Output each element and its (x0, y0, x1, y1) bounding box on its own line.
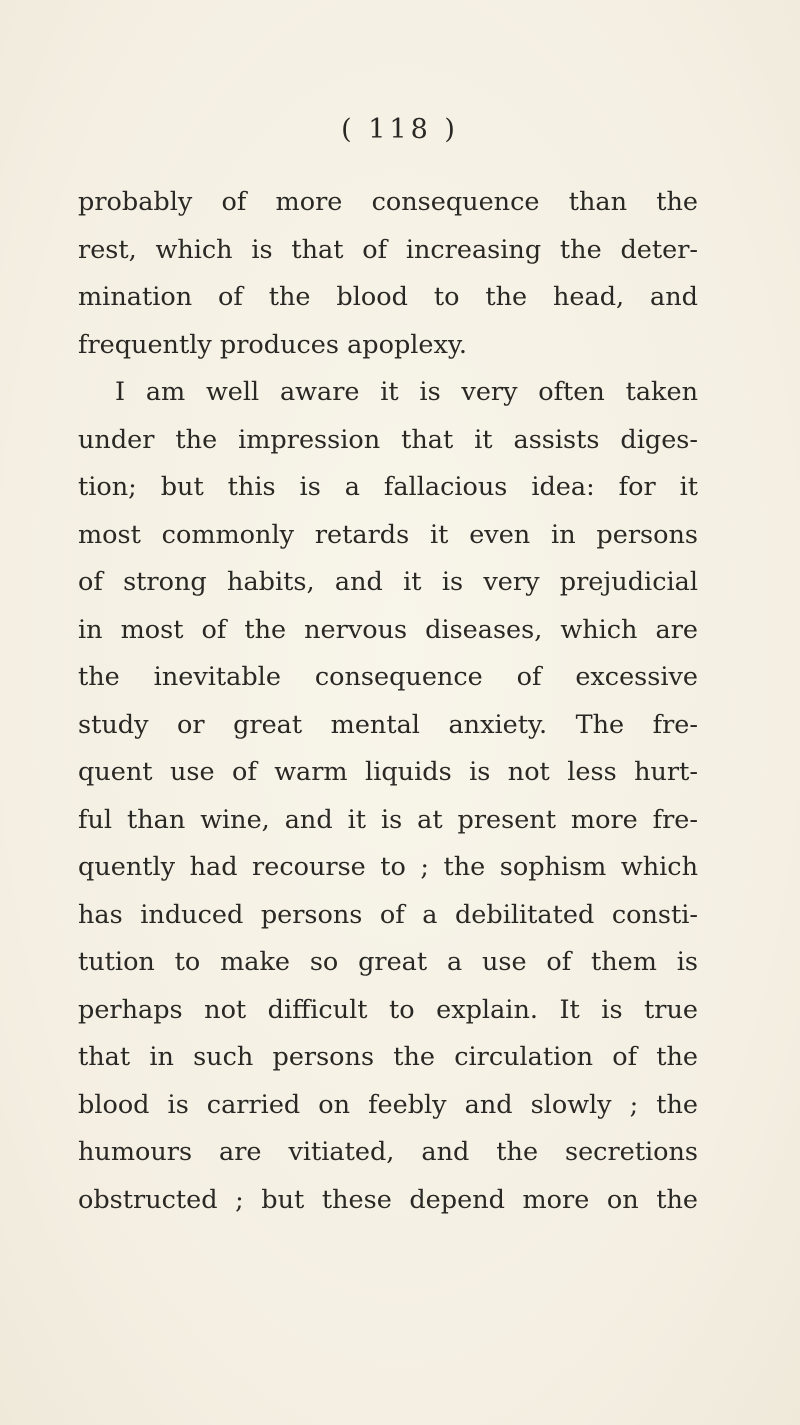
text-line: perhaps not difficult to explain. It is true (78, 994, 698, 1025)
text-line: of strong habits, and it is very prejudicial (78, 567, 698, 597)
text-line: frequently produces apoplexy. (78, 329, 468, 360)
text-line: has induced persons of a debilitated consti- (78, 899, 698, 930)
text-line: tion; but this is a fallacious idea: for it (78, 472, 698, 502)
text-line: in most of the nervous diseases, which are (78, 614, 698, 645)
text-line: under the impression that it assists diges- (78, 424, 698, 455)
text-line: mination of the blood to the head, and (78, 282, 698, 312)
text-line: I am well aware it is very often taken (115, 377, 698, 407)
text-line: the inevitable consequence of excessive (78, 662, 698, 692)
text-line: obstructed ; but these depend more on the (78, 1184, 698, 1215)
text-line: blood is carried on feebly and slowly ; the (78, 1089, 698, 1120)
page-number: ( 118 ) (341, 114, 459, 145)
body-text (78, 182, 698, 1227)
text-line: humours are vitiated, and the secretions (78, 1137, 698, 1167)
text-line: that in such persons the circulation of the (78, 1042, 698, 1072)
text-line: most commonly retards it even in persons (78, 519, 698, 550)
text-line: study or great mental anxiety. The fre- (78, 709, 698, 740)
text-line: probably of more consequence than the (78, 187, 698, 217)
text-line: quent use of warm liquids is not less hurt- (78, 757, 698, 787)
text-line: tution to make so great a use of them is (78, 947, 698, 977)
text-line: quently had recourse to ; the sophism which (78, 852, 698, 882)
text-line: rest, which is that of increasing the deter- (78, 234, 698, 265)
text-line: ful than wine, and it is at present more fre- (78, 804, 698, 835)
